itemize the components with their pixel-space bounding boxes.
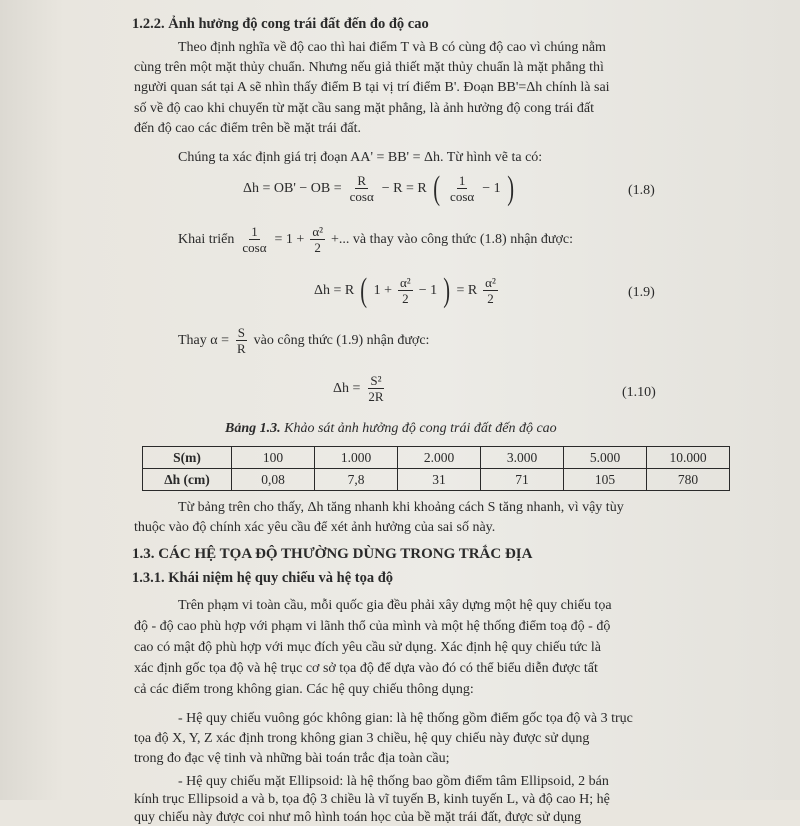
eq-text: Δh = OB' − OB = — [243, 180, 342, 196]
eq-text: Thay α = — [178, 332, 229, 348]
table-cell: 2.000 — [398, 447, 481, 469]
table-caption-text: Khảo sát ảnh hưởng độ cong trái đất đến độ cao — [284, 421, 557, 436]
paragraph-line: Từ bảng trên cho thấy, Δh tăng nhanh khi khoảng cách S tăng nhanh, vì vậy tùy — [178, 500, 624, 515]
equation-1-8 — [243, 169, 516, 207]
table-cell: 5.000 — [564, 447, 647, 469]
paragraph-line: trong đo đạc vệ tinh và những bài toán trắc địa toàn cầu; — [134, 751, 450, 766]
fraction — [398, 275, 413, 306]
paragraph-line: - Hệ quy chiếu vuông góc không gian: là hệ thống gồm điểm gốc tọa độ và 3 trục — [178, 711, 633, 726]
table-cell: 7,8 — [315, 469, 398, 491]
fraction-numerator: α² — [399, 275, 411, 290]
fraction-denominator: 2 — [487, 291, 494, 306]
equation-number: (1.8) — [628, 183, 655, 198]
paragraph-line: cao có mật độ phù hợp với mục đích yêu cầu sử dụng. Xác định hệ quy chiếu tức là — [134, 640, 601, 655]
paragraph-line: Chúng ta xác định giá trị đoạn AA' = BB' = Δh. Từ hình vẽ ta có: — [178, 150, 543, 165]
section-heading-1-3: 1.3. CÁC HỆ TỌA ĐỘ THƯỜNG DÙNG TRONG TRẮC ĐỊA — [132, 546, 533, 562]
paragraph-line: số về độ cao khi chuyển từ mặt cầu sang mặt phẳng, là ảnh hưởng độ cong trái đất — [134, 101, 594, 116]
fraction — [235, 325, 248, 356]
eq-text: = 1 + — [274, 231, 305, 247]
section-heading-1-3-1: 1.3.1. Khái niệm hệ quy chiếu và hệ tọa độ — [132, 570, 394, 586]
fraction — [348, 173, 376, 204]
eq-text: Khai triển — [178, 231, 235, 247]
table-cell: 105 — [564, 469, 647, 491]
paragraph-line: cùng trên một mặt thủy chuẩn. Nhưng nếu giả thiết mặt thủy chuẩn là mặt phẳng thì — [134, 60, 604, 75]
fraction — [366, 373, 385, 404]
fraction-numerator: S² — [370, 373, 382, 388]
table-cell: 10.000 — [647, 447, 730, 469]
substitution-line — [178, 325, 429, 356]
fraction-numerator: S — [237, 325, 245, 340]
eq-text: vào công thức (1.9) nhận được: — [253, 332, 430, 348]
paragraph-line: Theo định nghĩa về độ cao thì hai điểm T và B có cùng độ cao vì chúng nằm — [178, 40, 606, 55]
equation-number: (1.10) — [622, 385, 656, 400]
table-cell: 1.000 — [315, 447, 398, 469]
equation-number: (1.9) — [628, 285, 655, 300]
left-paren: ( — [432, 169, 440, 207]
equation-1-9 — [314, 271, 500, 309]
paragraph-line: người quan sát tại A sẽ nhìn thấy điểm B tại vị trí điểm B'. Đoạn BB'=Δh chính là sai — [134, 80, 610, 95]
paragraph-line: độ - độ cao phù hợp với phạm vi lãnh thổ của mình và một hệ thống điểm toạ độ - độ — [134, 619, 611, 634]
eq-text: Δh = — [333, 380, 361, 396]
table-row-label: S(m) — [143, 447, 232, 469]
paragraph-line: kính trục Ellipsoid a và b, tọa độ 3 chiều là vĩ tuyến B, kinh tuyến L, và độ cao H; hệ — [134, 792, 610, 807]
table-cell: 3.000 — [481, 447, 564, 469]
fraction-numerator: 1 — [458, 173, 466, 188]
paragraph-line: thuộc vào độ chính xác yêu cầu để xét ảnh hưởng của sai số này. — [134, 520, 496, 535]
table-cell: 780 — [647, 469, 730, 491]
eq-text: = R — [456, 282, 478, 298]
right-paren: ) — [443, 271, 451, 309]
eq-text: − 1 — [482, 180, 501, 196]
fraction-denominator: 2R — [368, 389, 384, 404]
eq-text: 1 + — [373, 282, 392, 298]
section-heading-1-2-2: 1.2.2. Ảnh hưởng độ cong trái đất đến đo độ cao — [132, 16, 429, 32]
table-cell: 0,08 — [232, 469, 315, 491]
fraction-numerator: α² — [485, 275, 496, 290]
eq-text: +... và thay vào công thức (1.8) nhận được: — [331, 231, 573, 247]
paragraph-line: quy chiếu này được coi như mô hình toán học của bề mặt trái đất, được sử dụng — [134, 810, 582, 825]
paragraph-line: cả các điểm trong không gian. Các hệ quy chiếu thông dụng: — [134, 682, 474, 697]
equation-1-10 — [333, 373, 388, 404]
fraction — [310, 224, 325, 255]
fraction-denominator: 2 — [402, 291, 409, 306]
fraction-denominator: R — [237, 341, 246, 356]
fraction-numerator: α² — [312, 224, 324, 239]
fraction — [240, 224, 268, 255]
table-caption — [225, 421, 557, 437]
eq-text: Δh = R — [314, 282, 355, 298]
paragraph-line: Trên phạm vi toàn cầu, mỗi quốc gia đều phải xây dựng một hệ quy chiếu tọa — [178, 598, 612, 613]
fraction-denominator: cosα — [450, 189, 475, 204]
right-paren: ) — [506, 169, 514, 207]
fraction-denominator: cosα — [349, 189, 374, 204]
fraction-denominator: cosα — [242, 240, 267, 255]
paragraph-line: xác định gốc tọa độ và hệ trục cơ sở tọa độ để dựa vào đó có thể biểu diễn được tất — [134, 661, 598, 676]
table-cell: 71 — [481, 469, 564, 491]
fraction — [483, 275, 498, 306]
fraction-denominator: 2 — [314, 240, 321, 255]
eq-text: − 1 — [418, 282, 438, 298]
table-row-label: Δh (cm) — [143, 469, 232, 491]
data-table — [142, 446, 730, 491]
table-cell: 31 — [398, 469, 481, 491]
table-row — [143, 447, 730, 469]
expansion-line — [178, 224, 573, 255]
paragraph-line: - Hệ quy chiếu mặt Ellipsoid: là hệ thống bao gồm điểm tâm Ellipsoid, 2 bán — [178, 774, 609, 789]
fraction — [448, 173, 476, 204]
paragraph-line: tọa độ X, Y, Z xác định trong không gian 3 chiều, hệ quy chiếu này được sử dụng — [134, 731, 590, 746]
eq-text: − R = R — [381, 180, 427, 196]
fraction-numerator: 1 — [251, 224, 258, 239]
table-caption-label: Bảng 1.3. — [225, 421, 281, 436]
table-cell: 100 — [232, 447, 315, 469]
fraction-numerator: R — [357, 173, 367, 188]
table-row — [143, 469, 730, 491]
paragraph-line: đến độ cao các điểm trên bề mặt trái đất. — [134, 121, 362, 136]
left-paren: ( — [360, 271, 368, 309]
